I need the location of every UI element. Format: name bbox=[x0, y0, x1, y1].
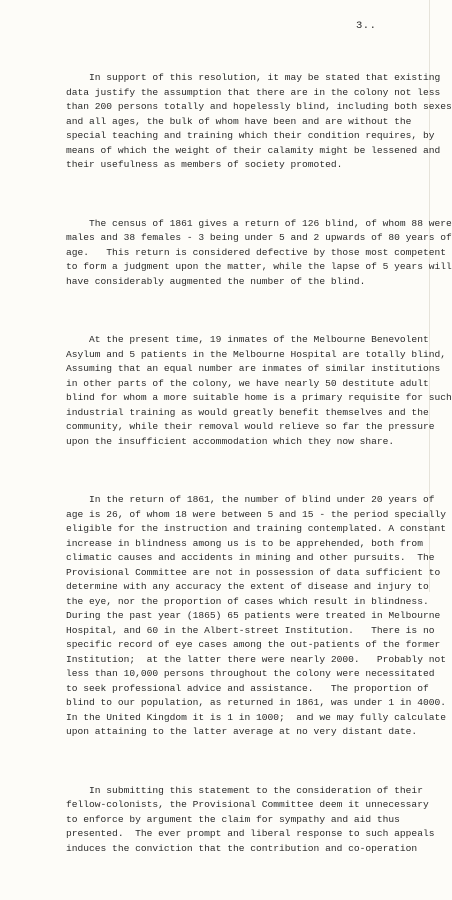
page-number: 3.. bbox=[356, 20, 377, 32]
paragraph-present-inmates: At the present time, 19 inmates of the Melbourne Benevolent Asylum and 5 patients in the Melbourne Hospital are totally blind, Assuming that an equal number are inmates of similar institutions in other parts of the colony, we have nearly 50 destitute adult blind for whom a more suitable home is a primary requisite for such industrial training as would greatly benefit themselves and the community, while their removal would relieve so far the pressure upon the insufficient accommodation which they now share. bbox=[66, 334, 452, 447]
paragraph-submitting-statement: In submitting this statement to the consideration of their fellow-colonists, the Provisional Committee deem it unnecessary to enforce by argument the claim for sympathy and aid thus presented. The ever prompt and liberal response to such appeals induces the conviction that the contribution and co-operation bbox=[66, 784, 435, 854]
paragraph-census-1861: The census of 1861 gives a return of 126 blind, of whom 88 were males and 38 females - 3 being under 5 and 2 upwards of 80 years of age. This return is considered defective by those most competent to form a judgment upon the matter, while the lapse of 5 years will have considerably augmented the number of the blind. bbox=[66, 217, 452, 287]
paragraph-return-1861: In the return of 1861, the number of blind under 20 years of age is 26, of whom 18 were between 5 and 15 - the period specially eligible for the instruction and training contemplated. A constant increase in blindness among us is to be apprehended, both from climatic causes and accidents in mining and other pursuits. The Provisional Committee are not in possession of data sufficient to determine with any accuracy the extent of disease and injury to the eye, nor the proportion of cases which result in blindness. During the past year (1865) 65 patients were treated in Melbourne Hospital, and 60 in the Albert-street Institution. There is no specific record of eye cases among the out-patients of the former Institution; at the latter there were nearly 2000. Probably not less than 10,000 persons throughout the colony were necessitated to seek professional advice and assistance. The proportion of blind to our population, as returned in 1861, was under 1 in 4000. In the United Kingdom it is 1 in 1000; and we may fully calculate upon attaining to the latter average at no very distant date. bbox=[66, 494, 446, 737]
paragraph-resolution-support: In support of this resolution, it may be stated that existing data justify the assumption that there are in the colony not less than 200 persons totally and hopelessly blind, including both sexes and all ages, the bulk of whom have been and are without the special teaching and training which their condition requires, by means of which the weight of their calamity might be lessened and their usefulness as members of society promoted. bbox=[66, 72, 452, 170]
document-body bbox=[66, 42, 452, 900]
